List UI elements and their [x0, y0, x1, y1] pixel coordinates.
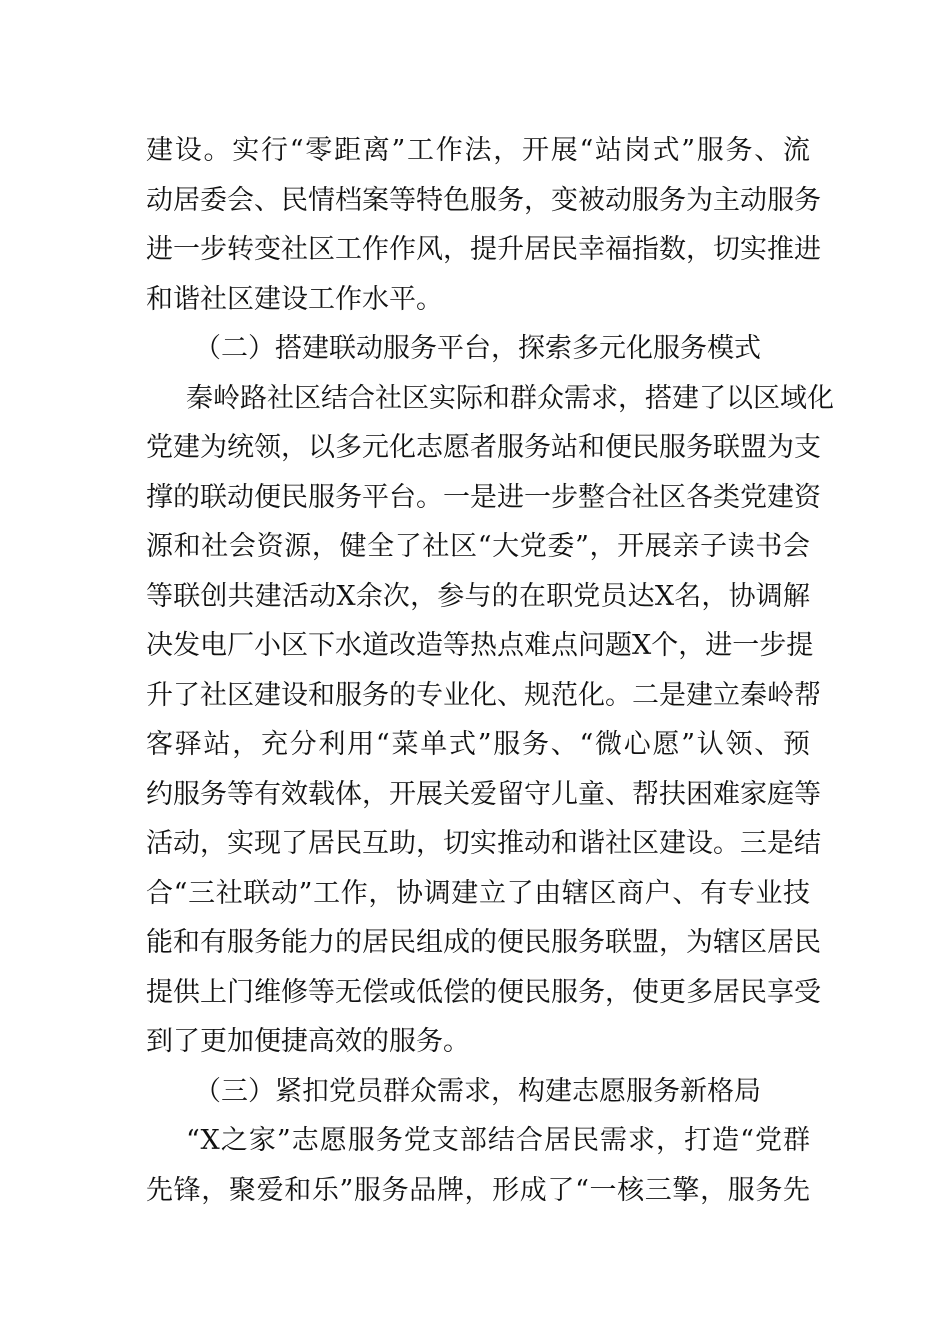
text-line: “X之家”志愿服务党支部结合居民需求，打造“党群	[186, 1125, 810, 1156]
paragraph-2	[146, 374, 834, 1067]
text-line: 升了社区建设和服务的专业化、规范化。二是建立秦岭帮	[146, 679, 821, 711]
text-line: 和谐社区建设工作水平。	[146, 283, 443, 315]
section-heading-3: （三）紧扣党员群众需求，构建志愿服务新格局	[194, 1075, 761, 1107]
text-line: 到了更加便捷高效的服务。	[146, 1026, 470, 1057]
text-line: 约服务等有效载体，开展关爱留守儿童、帮扶困难家庭等	[146, 778, 821, 810]
text-line: 党建为统领，以多元化志愿者服务站和便民服务联盟为支	[146, 432, 821, 463]
text-line: 建设。实行“零距离”工作法，开展“站岗式”服务、流	[146, 135, 810, 166]
text-line: 提供上门维修等无偿或低偿的便民服务，使更多居民享受	[146, 976, 821, 1008]
text-line: 进一步转变社区工作作风，提升居民幸福指数，切实推进	[146, 234, 821, 265]
text-line: 活动，实现了居民互助，切实推动和谐社区建设。三是结	[146, 828, 821, 859]
text-line: 能和有服务能力的居民组成的便民服务联盟，为辖区居民	[146, 927, 821, 958]
text-line: 动居委会、民情档案等特色服务，变被动服务为主动服务	[146, 184, 821, 216]
text-line: 等联创共建活动X余次，参与的在职党员达X名，协调解	[146, 580, 810, 612]
text-line: 秦岭路社区结合社区实际和群众需求，搭建了以区域化	[186, 382, 834, 414]
text-line: 合“三社联动”工作，协调建立了由辖区商户、有专业技	[146, 877, 810, 909]
document-body	[146, 126, 834, 1215]
section-heading-2: （二）搭建联动服务平台，探索多元化服务模式	[194, 333, 761, 364]
paragraph-3	[146, 1116, 810, 1215]
text-line: 客驿站，充分利用“菜单式”服务、“微心愿”认领、预	[146, 729, 810, 760]
text-line: 先锋，聚爱和乐”服务品牌，形成了“一核三擎，服务先	[146, 1174, 810, 1206]
text-line: 源和社会资源，健全了社区“大党委”，开展亲子读书会	[146, 531, 810, 562]
paragraph-1	[146, 126, 821, 324]
text-line: 决发电厂小区下水道改造等热点难点问题X个，进一步提	[146, 630, 814, 661]
text-line: 撑的联动便民服务平台。一是进一步整合社区各类党建资	[146, 481, 821, 513]
